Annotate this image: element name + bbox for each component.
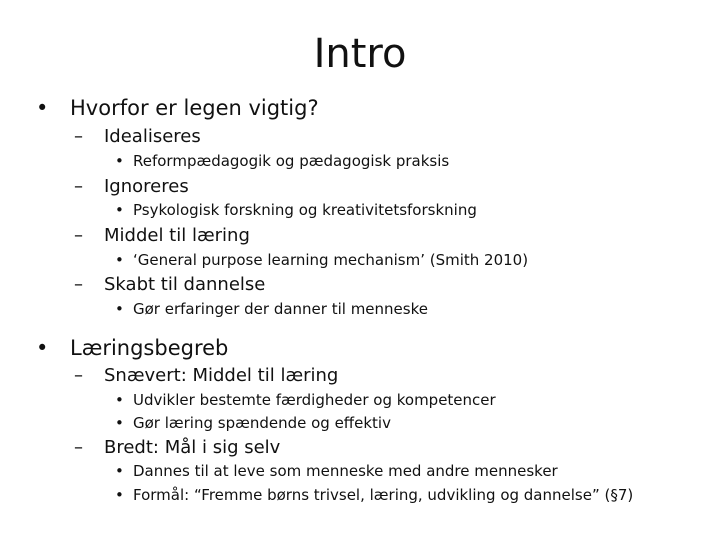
bullet-text: Skabt til dannelse — [104, 274, 266, 295]
bullet-text: Dannes til at leve som menneske med andre mennesker — [133, 462, 558, 480]
bullet-text: Hvorfor er legen vigtig? — [70, 96, 319, 120]
dash-icon: – — [74, 365, 83, 386]
dash-icon: – — [74, 126, 83, 147]
bullet-text: Bredt: Mål i sig selv — [104, 437, 281, 458]
bullet-text: Formål: “Fremme børns trivsel, læring, udvikling og dannelse” (§7) — [133, 486, 634, 504]
bullet-text: Gør erfaringer der danner til menneske — [133, 300, 428, 318]
bullet-text: Psykologisk forskning og kreativitetsforskning — [133, 201, 477, 219]
bullet-icon: • — [115, 486, 124, 504]
bullet-icon: • — [36, 96, 49, 120]
dash-icon: – — [74, 437, 83, 458]
bullet-icon: • — [36, 336, 49, 360]
bullet-icon: • — [115, 300, 124, 318]
dash-icon: – — [74, 274, 83, 295]
dash-icon: – — [74, 176, 83, 197]
bullet-text: Snævert: Middel til læring — [104, 365, 339, 386]
bullet-text: Læringsbegreb — [70, 336, 229, 360]
bullet-text: Middel til læring — [104, 225, 250, 246]
bullet-icon: • — [115, 414, 124, 432]
bullet-text: Idealiseres — [104, 126, 201, 147]
bullet-text: Reformpædagogik og pædagogisk praksis — [133, 152, 450, 170]
bullet-icon: • — [115, 391, 124, 409]
bullet-text: Udvikler bestemte færdigheder og kompetencer — [133, 391, 496, 409]
bullet-text: Gør læring spændende og effektiv — [133, 414, 391, 432]
bullet-text: ‘General purpose learning mechanism’ (Smith 2010) — [133, 251, 529, 269]
bullet-icon: • — [115, 201, 124, 219]
bullet-icon: • — [115, 462, 124, 480]
bullet-text: Ignoreres — [104, 176, 189, 197]
slide-title: Intro — [313, 31, 407, 77]
dash-icon: – — [74, 225, 83, 246]
bullet-icon: • — [115, 251, 124, 269]
bullet-icon: • — [115, 152, 124, 170]
